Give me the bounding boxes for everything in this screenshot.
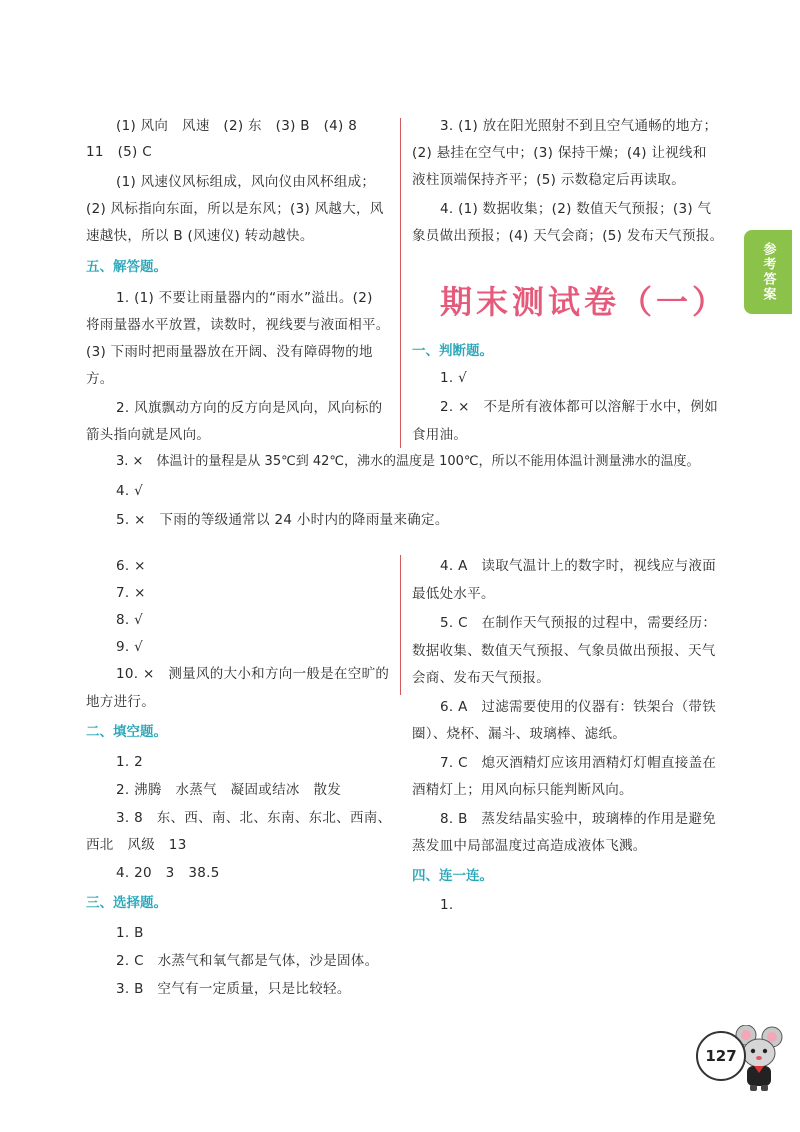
text-line: 10. × 测量风的大小和方向一般是在空旷的 <box>116 666 390 682</box>
text-line: 数据收集、数值天气预报、气象员做出预报、天气 <box>412 643 716 659</box>
answer-key-tab: 参考答案 <box>744 230 792 314</box>
text-line: 8. B 蒸发结晶实验中，玻璃棒的作用是避免 <box>440 811 717 827</box>
text-line: 蒸发皿中局部温度过高造成液体飞溅。 <box>412 838 647 854</box>
text-line: 4. A 读取气温计上的数字时，视线应与液面 <box>440 558 717 574</box>
text-line: 1. 2 <box>116 754 143 770</box>
text-line: 箭头指向就是风向。 <box>86 427 211 443</box>
text-line: 1. (1) 不要让雨量器内的“雨水”溢出。(2) <box>116 290 373 306</box>
text-line: 7. C 熄灭酒精灯应该用酒精灯灯帽直接盖在 <box>440 755 717 771</box>
column-divider-bottom <box>400 555 401 695</box>
text-line: 圈）、烧杯、漏斗、玻璃棒、滤纸。 <box>412 726 627 742</box>
text-line: 3. 8 东、西、南、北、东南、东北、西南、 <box>116 810 392 826</box>
section-heading: 一、判断题。 <box>412 343 493 359</box>
section-heading: 五、解答题。 <box>86 259 167 275</box>
section-title: 期末测试卷（一） <box>440 283 729 321</box>
text-line: 液柱顶端保持齐平；(5) 示数稳定后再读取。 <box>412 172 686 188</box>
text-line: 4. (1) 数据收集；(2) 数值天气预报；(3) 气 <box>440 201 712 217</box>
text-line: 酒精灯上；用风向标只能判断风向。 <box>412 782 633 798</box>
text-line: 11 (5) C <box>86 144 152 160</box>
text-line: (3) 下雨时把雨量器放在开阔、没有障碍物的地 <box>86 344 373 360</box>
page-number: 127 <box>696 1031 746 1081</box>
text-line: 1. √ <box>440 370 467 386</box>
text-line: 2. 风旗飘动方向的反方向是风向，风向标的 <box>116 400 383 416</box>
text-line: 6. × <box>116 558 146 574</box>
text-line: 将雨量器水平放置，读数时，视线要与液面相平。 <box>86 317 390 333</box>
text-line: 3. × 体温计的量程是从 35℃到 42℃，沸水的温度是 100℃，所以不能用体温计测量沸水的温度。 <box>116 454 700 469</box>
text-line: 速越快，所以 B (风速仪) 转动越快。 <box>86 228 314 244</box>
text-line: 3. B 空气有一定质量，只是比较轻。 <box>116 981 351 997</box>
text-line: 地方进行。 <box>86 694 155 710</box>
text-line: 8. √ <box>116 612 143 628</box>
text-line: 3. (1) 放在阳光照射不到且空气通畅的地方； <box>440 118 718 134</box>
text-line: 2. 沸腾 水蒸气 凝固或结冰 散发 <box>116 782 342 798</box>
text-line: 5. × 下雨的等级通常以 24 小时内的降雨量来确定。 <box>116 512 449 528</box>
text-line: (1) 风速仪风标组成，风向仪由风杯组成； <box>116 174 376 190</box>
text-line: 1. B <box>116 925 144 941</box>
text-line: (1) 风向 风速 (2) 东 (3) B (4) 8 <box>116 118 358 134</box>
text-line: 2. × 不是所有液体都可以溶解于水中，例如 <box>440 399 719 415</box>
text-line: 西北 风级 13 <box>86 837 187 853</box>
text-line: 方。 <box>86 371 114 387</box>
text-line: 1. <box>440 897 454 913</box>
text-line: (2) 风标指向东面，所以是东风；(3) 风越大，风 <box>86 201 384 217</box>
text-line: 7. × <box>116 585 146 601</box>
section-heading: 三、选择题。 <box>86 895 167 911</box>
text-line: 2. C 水蒸气和氧气都是气体，沙是固体。 <box>116 953 379 969</box>
column-divider-top <box>400 118 401 448</box>
text-line: 4. √ <box>116 483 143 499</box>
section-heading: 二、填空题。 <box>86 724 167 740</box>
text-line: 5. C 在制作天气预报的过程中，需要经历： <box>440 615 717 631</box>
text-line: 象员做出预报；(4) 天气会商；(5) 发布天气预报。 <box>412 228 724 244</box>
page-number-badge <box>694 1025 786 1095</box>
text-line: 会商、发布天气预报。 <box>412 670 550 686</box>
text-line: (2) 悬挂在空气中；(3) 保持干燥；(4) 让视线和 <box>412 145 707 161</box>
text-line: 4. 20 3 38.5 <box>116 865 220 881</box>
text-line: 6. A 过滤需要使用的仪器有：铁架台（带铁 <box>440 699 717 715</box>
text-line: 最低处水平。 <box>412 586 495 602</box>
text-line: 9. √ <box>116 639 143 655</box>
section-heading: 四、连一连。 <box>412 868 493 884</box>
text-line: 食用油。 <box>412 427 468 443</box>
